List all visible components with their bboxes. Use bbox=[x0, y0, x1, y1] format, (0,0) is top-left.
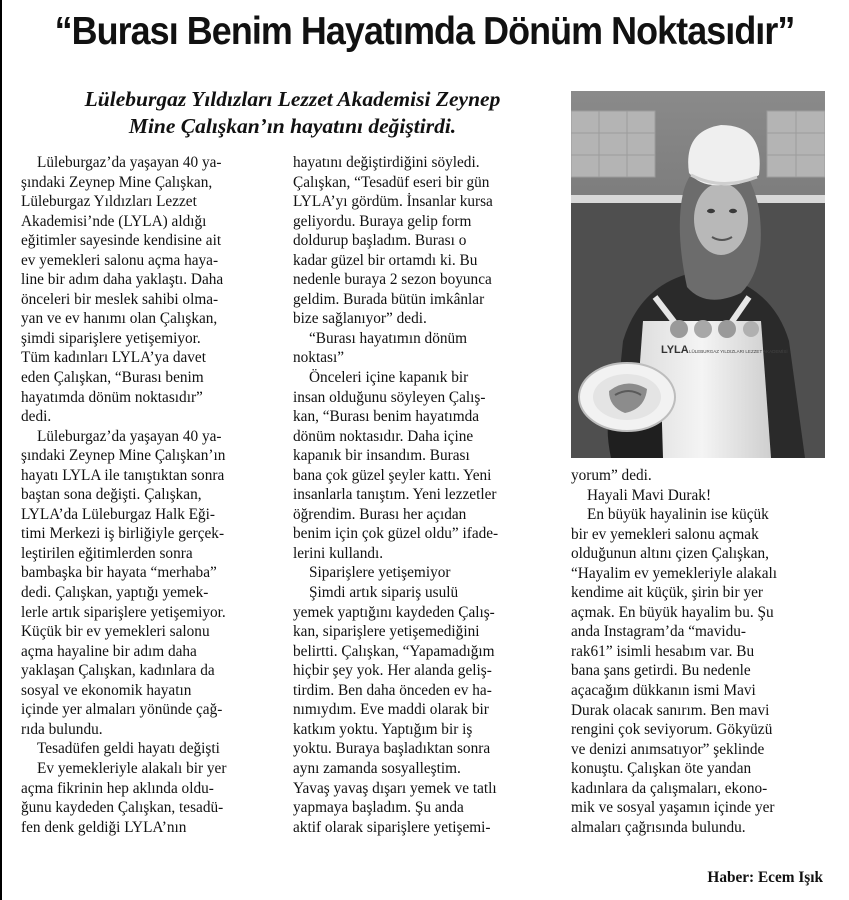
article-line: bize sağlanıyor” dedi. bbox=[293, 310, 427, 328]
article-line: Önceleri içine kapanık bir bbox=[309, 369, 469, 387]
article-line: eğitimler sayesinde kendisine ait bbox=[21, 232, 222, 250]
article-line: yan ve ev hanımı olan Çalışkan, bbox=[21, 310, 218, 328]
article-line: mik ve sosyal yaşamın içinde yer bbox=[571, 799, 775, 817]
article-line: noktası” bbox=[293, 349, 344, 367]
subheadline-line: Lüleburgaz Yıldızları Lezzet Akademisi Zeynep bbox=[84, 87, 501, 111]
article-line: “Hayalim ev yemekleriyle alakalı bbox=[571, 564, 777, 582]
article-line: aynı zamanda sosyalleştim. bbox=[293, 759, 461, 777]
article-line: açma hayaline bir adım daha bbox=[21, 642, 197, 660]
article-line: eden Çalışkan, “Burası benim bbox=[21, 369, 204, 387]
article-line: önceleri bir meslek sahibi olma- bbox=[21, 290, 219, 308]
article-line: lerini kullandı. bbox=[293, 544, 384, 562]
article-line: insan olduğunu söyleyen Çalış- bbox=[293, 388, 486, 406]
article-line: kendime ait küçük, şirin bir yer bbox=[571, 584, 764, 602]
article-line: bana şans getirdi. Bu nedenle bbox=[571, 662, 751, 680]
article-line: içinde yer almaları yönünde çağ- bbox=[21, 701, 223, 719]
article-column-3 bbox=[571, 466, 825, 837]
article-line: Yavaş yavaş dışarı yemek ve tatlı bbox=[293, 779, 497, 797]
article-line: kan, siparişlere yetişemediğini bbox=[293, 623, 480, 641]
article-line: baştan sona değişti. Çalışkan, bbox=[21, 486, 202, 504]
article-line: sosyal ve ekonomik hayatın bbox=[21, 681, 192, 699]
subheadline-line: Mine Çalışkan’ın hayatını değiştirdi. bbox=[128, 114, 457, 138]
article-line: şındaki Zeynep Mine Çalışkan, bbox=[21, 173, 213, 191]
article-line: rak61” isimli hesabım var. Bu bbox=[571, 642, 755, 660]
article-line: öğrendim. Burası her açıdan bbox=[293, 505, 467, 523]
article-line: dedi. Çalışkan, yaptığı yemek- bbox=[21, 584, 209, 602]
article-line: Küçük bir ev yemekleri salonu bbox=[21, 623, 210, 641]
article-line: Lüleburgaz Yıldızları Lezzet bbox=[21, 193, 197, 211]
article-line: benim için çok güzel oldu” ifade- bbox=[293, 525, 499, 543]
article-line: dönüm noktasıdır. Daha içine bbox=[293, 427, 474, 445]
article-line: timi Merkezi iş birliğiyle gerçek- bbox=[21, 525, 225, 543]
article-line: rengini çok seviyorum. Gökyüzü bbox=[571, 721, 773, 739]
article-line: yemek yaptığını kaydeden Çalış- bbox=[293, 603, 495, 621]
article-line: hayatını değiştirdiğini söyledi. bbox=[293, 154, 480, 171]
article-line: aktif olarak siparişlere yetişemi- bbox=[293, 818, 491, 836]
article-line: Hayali Mavi Durak! bbox=[587, 486, 712, 504]
apron-text: LYLA bbox=[661, 344, 689, 356]
article-line: yaklaşan Çalışkan, kadınlara da bbox=[21, 662, 215, 680]
article-line: hiçbir şey yok. Her alanda geliş- bbox=[293, 662, 492, 680]
article-line: nedenle buraya 2 sezon boyunca bbox=[293, 271, 492, 289]
article-line: rıda bulundu. bbox=[21, 720, 103, 738]
article-column-2 bbox=[293, 153, 547, 837]
article-line: fen denk geldiği LYLA’nın bbox=[21, 818, 187, 836]
article-line: Lüleburgaz’da yaşayan 40 ya- bbox=[37, 427, 222, 445]
article-line: Tüm kadınları LYLA’ya davet bbox=[21, 349, 206, 367]
article-line: LYLA’da Lüleburgaz Halk Eği- bbox=[21, 505, 216, 523]
article-line: Siparişlere yetişemiyor bbox=[309, 564, 451, 582]
headline: “Burası Benim Hayatımda Dönüm Noktasıdır” bbox=[54, 10, 795, 53]
article-line: nımıydım. Eve maddi olarak bir bbox=[293, 701, 489, 719]
article-line: konuştu. Çalışkan öte yandan bbox=[571, 760, 752, 778]
article-line: kadınlara da çalışmaları, ekono- bbox=[571, 779, 768, 797]
left-column-rule bbox=[0, 0, 2, 900]
article-line: doldurup başladım. Burası o bbox=[293, 232, 467, 250]
article-line: LYLA’yı gördüm. İnsanlar kursa bbox=[293, 193, 493, 211]
article-line: “Burası hayatımın dönüm bbox=[309, 329, 468, 347]
article-line: yapmaya başladım. Şu anda bbox=[293, 799, 464, 817]
article-line: belirtti. Çalışkan, “Yapamadığım bbox=[293, 642, 495, 660]
article-line: yoktu. Buraya başladıktan sonra bbox=[293, 740, 491, 758]
article-line: kan, “Burası benim hayatımda bbox=[293, 408, 480, 426]
byline: Haber: Ecem Işık bbox=[707, 869, 823, 886]
article-line: katkım yoktu. Yaptığım bir iş bbox=[293, 720, 473, 738]
apron-subtext: LÜLEBURGAZ YILDIZLARI LEZZET AKADEMİSİ bbox=[689, 349, 788, 354]
article-line: hayatımda dönüm noktasıdır” bbox=[21, 388, 203, 406]
article-line: açma fikrinin hep aklında oldu- bbox=[21, 779, 214, 797]
article-column-1 bbox=[21, 153, 275, 837]
article-line: tirdim. Ben daha önceden ev ha- bbox=[293, 681, 492, 699]
article-line: geldim. Burada bütün imkânlar bbox=[293, 290, 485, 308]
woman-chef-holding-plate-photo bbox=[571, 91, 825, 458]
article-line: almaları çağrısında bulundu. bbox=[571, 818, 746, 836]
article-line: kapanık bir insandım. Burası bbox=[293, 447, 470, 465]
article-line: şındaki Zeynep Mine Çalışkan’ın bbox=[21, 447, 226, 465]
article-line: bana çok güzel şeyler kattı. Yeni bbox=[293, 466, 492, 484]
article-photo bbox=[571, 91, 825, 458]
article-line: Çalışkan, “Tesadüf eseri bir gün bbox=[293, 173, 490, 191]
article-line: Şimdi artık sipariş usulü bbox=[309, 584, 459, 602]
article-line: Durak olacak sanırım. Ben mavi bbox=[571, 701, 770, 719]
article-line: şimdi siparişlere yetişemiyor. bbox=[21, 329, 201, 347]
article-line: kadar güzel bir ortamdı ki. Bu bbox=[293, 251, 478, 269]
article-line: leştirilen eğitimlerden sonra bbox=[21, 544, 193, 562]
article-line: Lüleburgaz’da yaşayan 40 ya- bbox=[37, 154, 222, 171]
article-line: Ev yemekleriyle alakalı bir yer bbox=[37, 759, 227, 777]
subheadline bbox=[20, 86, 565, 140]
article-line: bambaşka bir hayata “merhaba” bbox=[21, 564, 217, 582]
article-line: geliyordu. Buraya gelip form bbox=[293, 212, 472, 230]
article-line: line bir adım daha yaklaştı. Daha bbox=[21, 271, 224, 289]
article-line: açacağım dükkanın ismi Mavi bbox=[571, 682, 756, 700]
article-line: Akademisi’nde (LYLA) aldığı bbox=[21, 212, 207, 230]
article-line: En büyük hayalinin ise küçük bbox=[587, 506, 769, 524]
article-line: ve denizi anımsatıyor” şeklinde bbox=[571, 740, 765, 758]
article-line: ev yemekleri salonu açma haya- bbox=[21, 251, 219, 269]
article-line: yorum” dedi. bbox=[571, 467, 652, 484]
article-line: açmak. En büyük hayalim bu. Şu bbox=[571, 603, 774, 621]
article-line: bir ev yemekleri salonu açmak bbox=[571, 525, 759, 543]
article-line: dedi. bbox=[21, 408, 52, 426]
article-line: ğunu kaydeden Çalışkan, tesadü- bbox=[21, 799, 224, 817]
article-line: hayatı LYLA ile tanıştıktan sonra bbox=[21, 466, 225, 484]
article-line: olduğunun altını çizen Çalışkan, bbox=[571, 545, 769, 563]
article-line: lerle artık siparişlere yetişemiyor. bbox=[21, 603, 226, 621]
article-line: insanlarla tanıştım. Yeni lezzetler bbox=[293, 486, 497, 504]
article-line: Tesadüfen geldi hayatı değişti bbox=[37, 740, 220, 758]
article-line: anda Instagram’da “mavidu- bbox=[571, 623, 746, 641]
